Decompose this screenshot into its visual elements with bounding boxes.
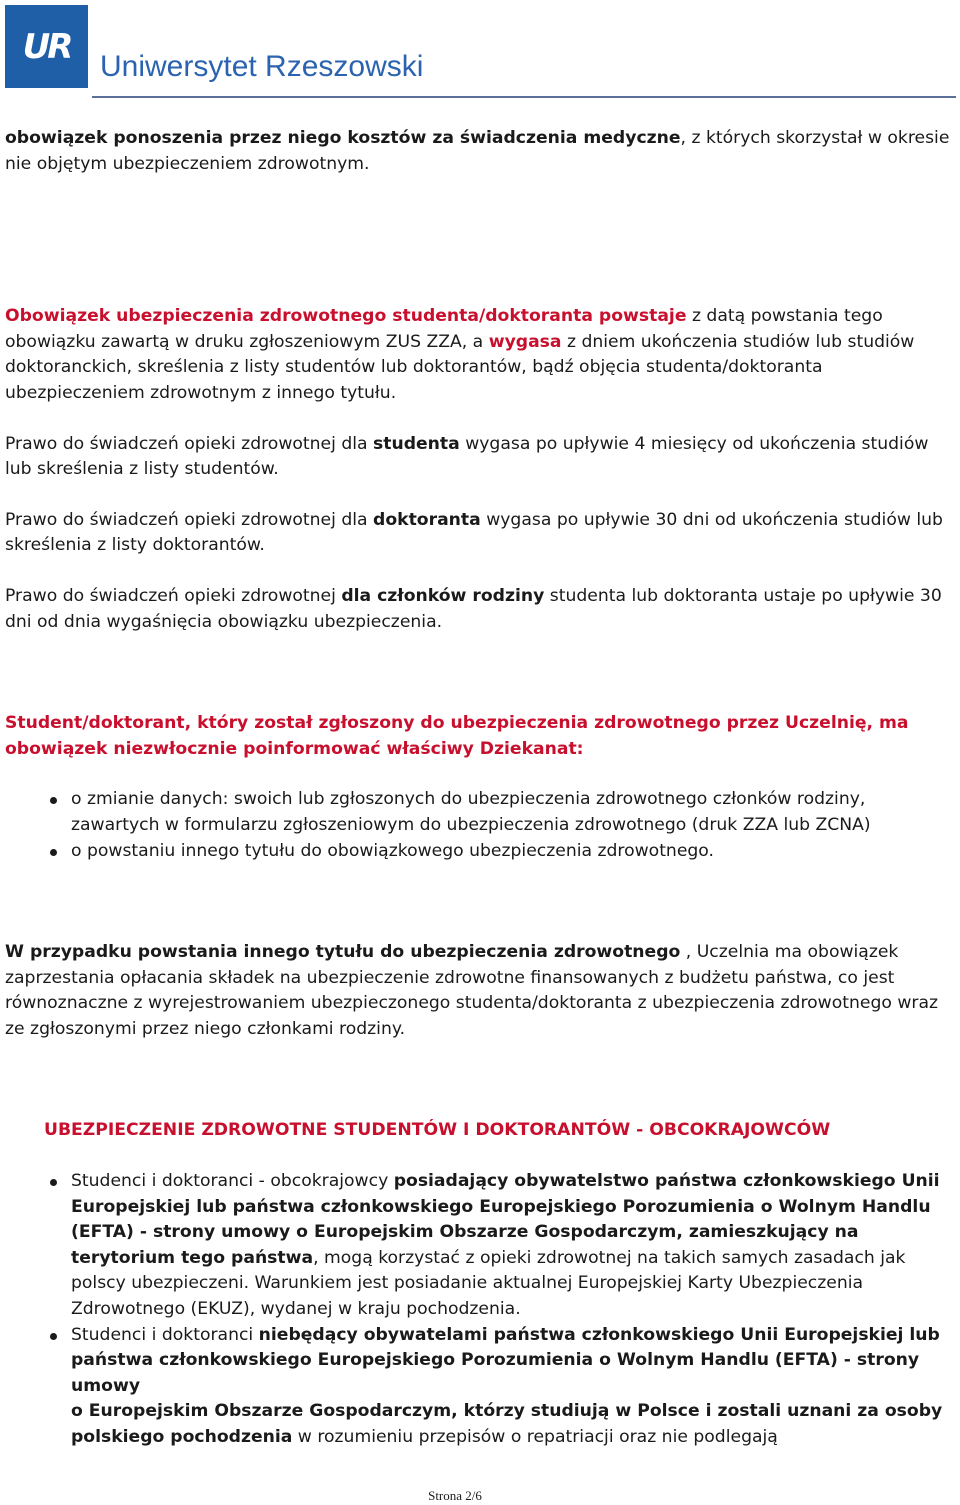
university-logo <box>5 5 88 88</box>
list-item <box>5 1323 950 1451</box>
paragraph-family-rights <box>5 584 950 635</box>
text: wygasa po upływie 4 miesięcy od ukończenia studiów lub skreślenia z listy studentów. <box>5 433 929 480</box>
bold-text: niebędący obywatelami państwa członkowskiego Unii Europejskiej lub państwa członkowskiego Europejskiego Porozumienia o Wolnym Handlu (EFTA) - strony umowy <box>71 1324 940 1396</box>
spacer <box>5 864 950 940</box>
spacer <box>5 177 950 304</box>
list-item: o powstaniu innego tytułu do obowiązkowego ubezpieczenia zdrowotnego. <box>5 839 950 865</box>
bold-text: W przypadku powstania innego tytułu do ubezpieczenia zdrowotnego <box>5 942 681 963</box>
paragraph-doctoral-rights <box>5 508 950 559</box>
notify-list <box>5 787 950 864</box>
text: Studenci i doktoranci <box>71 1324 259 1345</box>
bold-text: doktoranta <box>373 509 481 530</box>
bold-text: o Europejskim Obszarze Gospodarczym, którzy studiują w Polsce i zostali uznani za osoby polskiego pochodzenia <box>71 1401 943 1447</box>
text: Prawo do świadczeń opieki zdrowotnej dla <box>5 509 374 530</box>
text: studenta lub doktoranta ustaje po upływie 30 dni od dnia wygaśnięcia obowiązku ubezpieczenia. <box>5 585 942 632</box>
spacer <box>5 483 950 508</box>
list-item <box>5 1169 950 1323</box>
foreigners-list <box>5 1169 950 1451</box>
text: z datą powstania tego obowiązku zawartą w druku zgłoszeniowym ZUS ZZA, a <box>5 306 883 352</box>
bold-text: studenta <box>373 433 460 454</box>
spacer <box>5 635 950 711</box>
university-name: Uniwersytet Rzeszowski <box>100 50 424 83</box>
red-highlight: Obowiązek ubezpieczenia zdrowotnego studenta/doktoranta powstaje <box>5 306 687 327</box>
text: z dniem ukończenia studiów lub studiów doktoranckich, skreślenia z listy studentów lub doktorantów, bądź objęcia studenta/doktoranta ubezpieczeniem zdrowotnym z innego tytułu. <box>5 331 915 403</box>
header-divider <box>92 96 956 98</box>
paragraph-obligation <box>5 304 950 406</box>
paragraph-notify-heading: Student/doktorant, który został zgłoszony do ubezpieczenia zdrowotnego przez Uczelnię, ma obowiązek niezwłocznie poinformować właściwy Dziekanat: <box>5 713 909 759</box>
list-item: o zmianie danych: swoich lub zgłoszonych do ubezpieczenia zdrowotnego członków rodziny, zawartych w formularzu zgłoszeniowym do ubezpieczenia zdrowotnego (druk ZZA lub ZCNA) <box>5 787 950 838</box>
section-title: UBEZPIECZENIE ZDROWOTNE STUDENTÓW I DOKTORANTÓW - OBCOKRAJOWCÓW <box>44 1120 831 1141</box>
bold-text: dla członków rodziny <box>341 585 545 606</box>
paragraph-other-title <box>5 940 950 1042</box>
document-body <box>5 126 950 1451</box>
text: , z których skorzystał w okresie nie objętym ubezpieczeniem zdrowotnym. <box>5 128 950 174</box>
text: w rozumieniu przepisów o repatriacji oraz nie podlegają <box>292 1427 778 1447</box>
logo-text: UR <box>22 26 71 67</box>
text: Prawo do świadczeń opieki zdrowotnej dla <box>5 433 374 454</box>
paragraph-costs <box>5 126 950 177</box>
page-header <box>0 0 960 100</box>
spacer <box>5 559 950 584</box>
bold-text: posiadający obywatelstwo państwa członkowskiego Unii Europejskiej lub państwa członkowskiego Europejskiego Porozumienia o Wolnym Handlu (EFTA) - strony umowy o Europejskim Obszarze Gospodarczym, zamieszkujący na terytorium tego państwa <box>71 1171 940 1268</box>
bold-text: obowiązek ponoszenia przez niego kosztów za świadczenia medyczne <box>5 128 681 148</box>
text: wygasa po upływie 30 dni od ukończenia studiów lub skreślenia z listy doktorantów. <box>5 509 943 556</box>
text: Studenci i doktoranci - obcokrajowcy <box>71 1171 394 1192</box>
spacer <box>5 1144 950 1169</box>
text: , Uczelnia ma obowiązek zaprzestania opłacania składek na ubezpieczenie zdrowotne finansowanych z budżetu państwa, co jest równoznaczne z wyrejestrowaniem ubezpieczonego studenta/doktoranta z ubezpieczenia zdrowotnego wraz ze zgłoszonymi przez niego członkami rodziny. <box>5 942 939 1039</box>
page-number: Strona 2/6 <box>428 1488 482 1503</box>
text: , mogą korzystać z opieki zdrowotnej na takich samych zasadach jak polscy ubezpieczeni. Warunkiem jest posiadanie aktualnej Europejskiej Karty Ubezpieczenia Zdrowotnego (EKUZ), wydanej w kraju pochodzenia. <box>71 1247 906 1320</box>
paragraph-student-rights <box>5 432 950 483</box>
text: Prawo do świadczeń opieki zdrowotnej <box>5 585 342 606</box>
spacer <box>5 1042 950 1118</box>
spacer <box>5 407 950 432</box>
red-highlight: wygasa <box>488 331 562 352</box>
spacer <box>5 762 950 787</box>
